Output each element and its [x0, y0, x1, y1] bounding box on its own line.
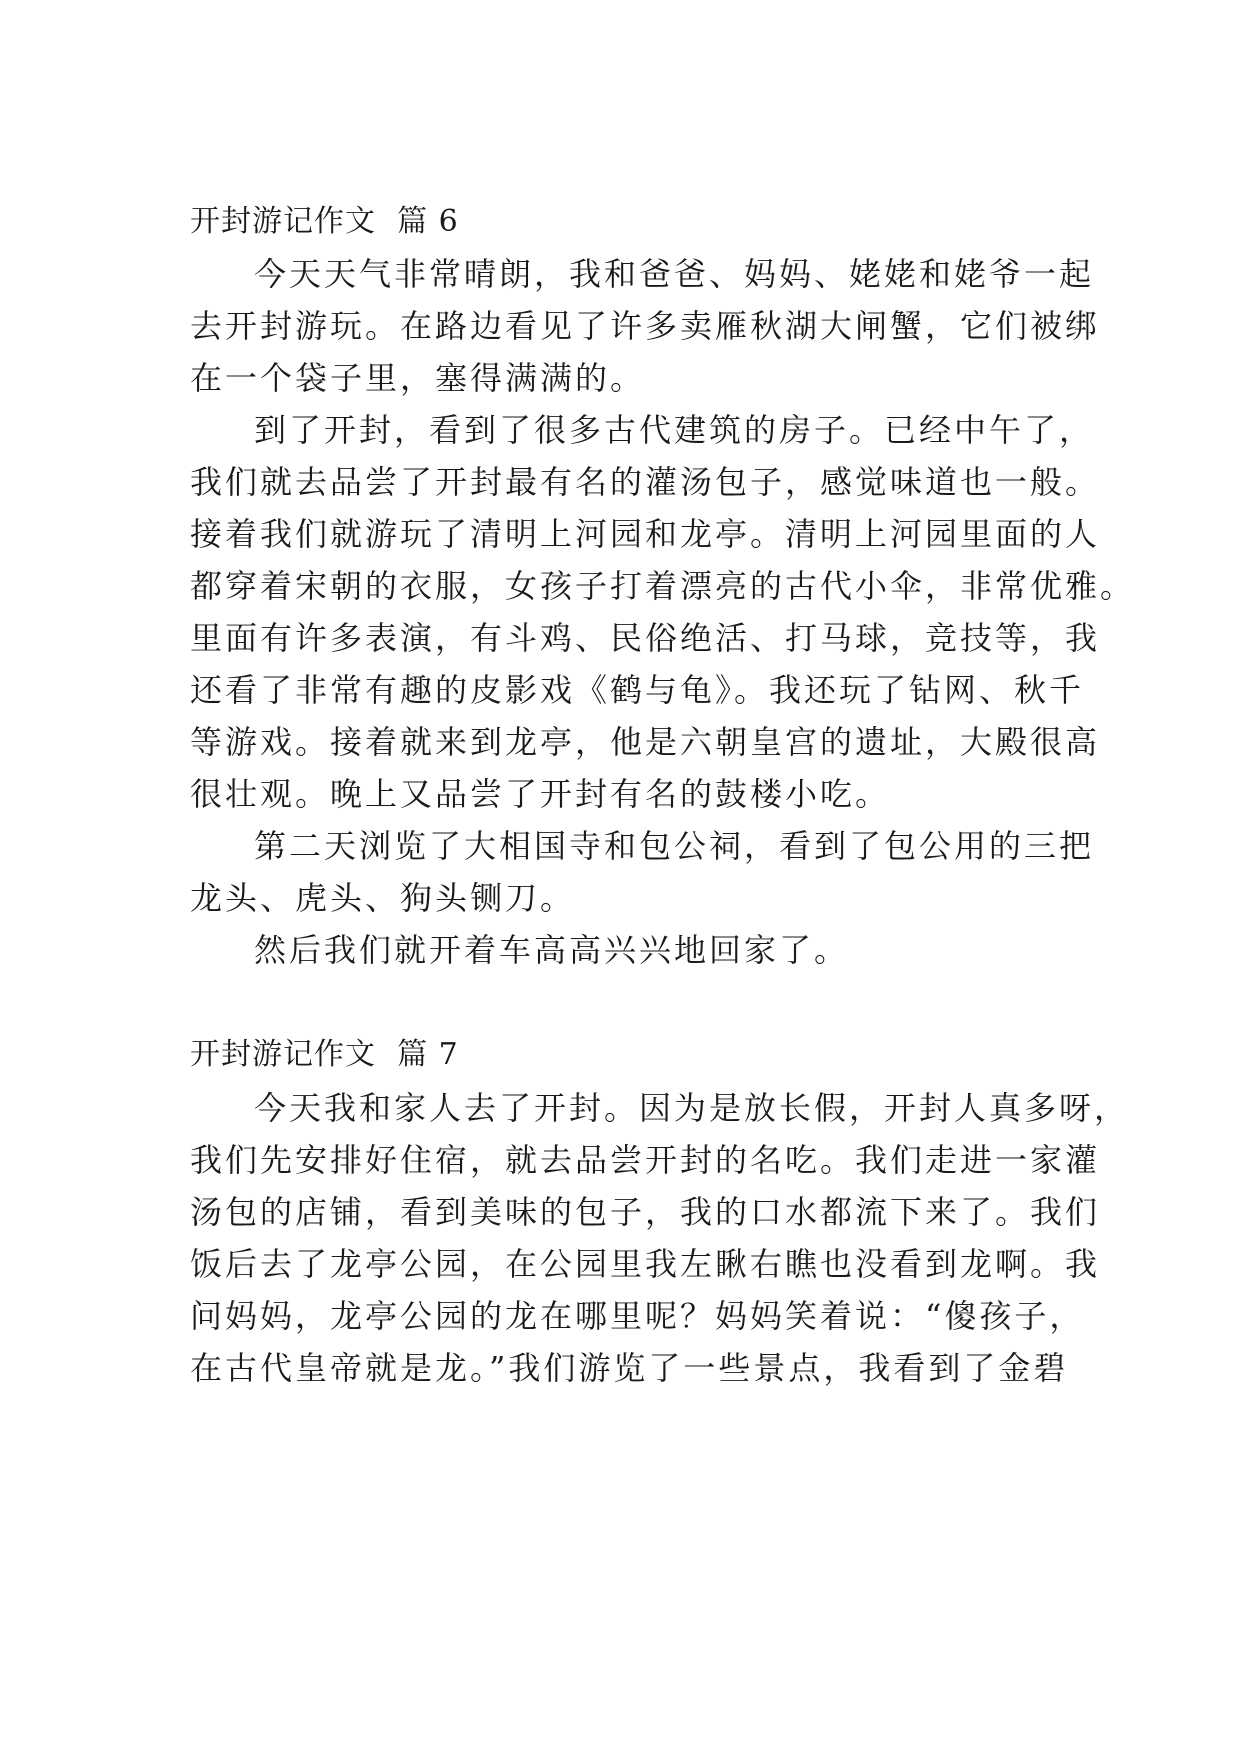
- paragraph-line: 去开封游玩。在路边看见了许多卖雁秋湖大闸蟹，它们被绑: [190, 307, 1101, 345]
- paragraph-line: 在一个袋子里，塞得满满的。: [190, 359, 646, 397]
- paragraph-line: 我们就去品尝了开封最有名的灌汤包子，感觉味道也一般。: [190, 463, 1101, 501]
- paragraph-line: 接着我们就游玩了清明上河园和龙亭。清明上河园里面的人: [190, 515, 1101, 553]
- paragraph-line: 都穿着宋朝的衣服，女孩子打着漂亮的古代小伞，非常优雅。: [190, 567, 1136, 605]
- paragraph-line: 今天我和家人去了开封。因为是放长假，开封人真多呀，: [254, 1089, 1130, 1127]
- paragraph-line: 然后我们就开着车高高兴兴地回家了。: [254, 931, 850, 969]
- paragraph-line: 里面有许多表演，有斗鸡、民俗绝活、打马球，竞技等，我: [190, 619, 1101, 657]
- paragraph-line: 很壮观。晚上又品尝了开封有名的鼓楼小吃。: [190, 775, 891, 813]
- paragraph-line: 问妈妈，龙亭公园的龙在哪里呢？妈妈笑着说：“傻孩子，: [190, 1297, 1085, 1335]
- essay-title: 开封游记作文 篇 7: [190, 1037, 459, 1072]
- paragraph-line: 第二天浏览了大相国寺和包公祠，看到了包公用的三把: [254, 827, 1095, 865]
- paragraph-line: 还看了非常有趣的皮影戏《鹤与龟》。我还玩了钻网、秋千: [190, 671, 1085, 709]
- paragraph-line: 到了开封，看到了很多古代建筑的房子。已经中午了，: [254, 411, 1095, 449]
- paragraph-line: 我们先安排好住宿，就去品尝开封的名吃。我们走进一家灌: [190, 1141, 1101, 1179]
- paragraph-line: 汤包的店铺，看到美味的包子，我的口水都流下来了。我们: [190, 1193, 1101, 1231]
- paragraph-line: 等游戏。接着就来到龙亭，他是六朝皇宫的遗址，大殿很高: [190, 723, 1101, 761]
- paragraph-line: 今天天气非常晴朗，我和爸爸、妈妈、姥姥和姥爷一起: [254, 255, 1095, 293]
- paragraph-line: 在古代皇帝就是龙。”我们游览了一些景点，我看到了金碧: [190, 1349, 1069, 1387]
- paragraph-line: 龙头、虎头、狗头铡刀。: [190, 879, 576, 917]
- essay-title: 开封游记作文 篇 6: [190, 204, 459, 239]
- paragraph-line: 饭后去了龙亭公园，在公园里我左瞅右瞧也没看到龙啊。我: [190, 1245, 1101, 1283]
- document-page: [190, 0, 1136, 1754]
